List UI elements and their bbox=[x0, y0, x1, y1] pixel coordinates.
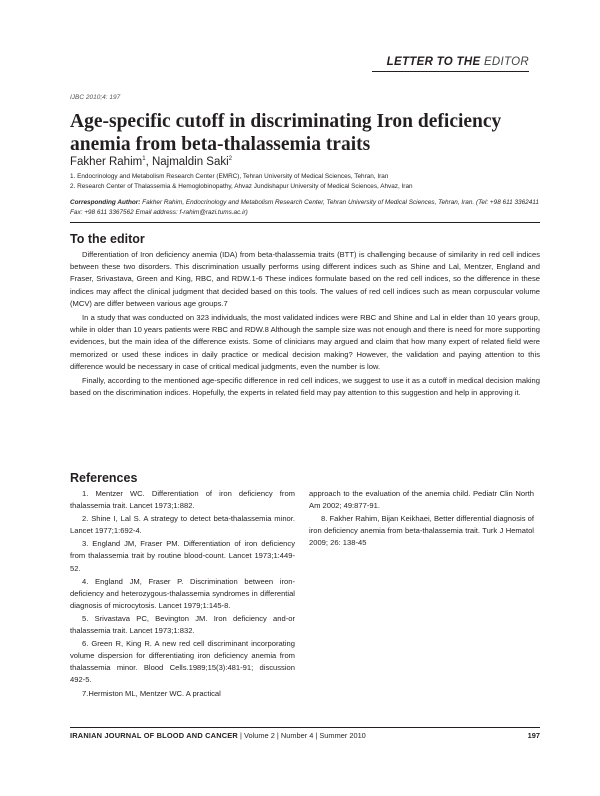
reference-continuation: approach to the evaluation of the anemia child. Pediatr Clin North Am 2002; 49:877-91. bbox=[309, 489, 534, 511]
letter-body bbox=[70, 249, 540, 401]
journal-volume: Volume 2 bbox=[244, 731, 275, 740]
reference-item: 5. Srivastava PC, Bevington JM. Iron deficiency and-or thalassemia trait. Lancet 1973;1:832. bbox=[70, 613, 295, 636]
corresponding-label: Corresponding Author: bbox=[70, 199, 141, 206]
affiliations bbox=[70, 172, 413, 192]
author-1-affiliation: 1 bbox=[142, 156, 146, 163]
paragraph: Finally, according to the mentioned age-specific difference in red cell indices, we suggest to use it as a cutoff in medical decision making based on the discrimination indices. Hopefully, the experts in related field may pay attention to this suggestion and help in approving it. bbox=[70, 376, 540, 398]
header-divider bbox=[70, 222, 540, 223]
references-right-column bbox=[309, 488, 534, 550]
reference-item: 8. Fakher Rahim, Bijan Keikhaei, Better differential diagnosis of iron deficiency anemia from beta-thalassemia trait. Turk J Hematol 2009; 26: 138-45 bbox=[309, 514, 534, 548]
section-label-light: EDITOR bbox=[483, 56, 529, 68]
journal-number: Number 4 bbox=[280, 731, 314, 740]
section-label-bold: LETTER TO THE bbox=[386, 56, 481, 68]
references-left-column bbox=[70, 488, 295, 701]
affiliation-1: 1. Endocrinology and Metabolism Research Center (EMRC), Tehran University of Medical Sciences, Tehran, Iran bbox=[70, 173, 389, 180]
citation: IJBC 2010;4: 197 bbox=[70, 94, 121, 101]
reference-item: 1. Mentzer WC. Differentiation of iron deficiency from thalassemia trait. Lancet 1973;1:882. bbox=[70, 489, 295, 511]
editor-heading: To the editor bbox=[70, 232, 145, 246]
author-2: Najmaldin Saki bbox=[151, 156, 229, 168]
footer-divider bbox=[70, 727, 540, 728]
reference-item: 3. England JM, Fraser PM. Differentiation of iron deficiency from thalassemia trait by routine blood-count. Lancet 1973;1:449-52. bbox=[70, 539, 295, 573]
author-2-affiliation: 2 bbox=[228, 156, 232, 163]
author-1: Fakher Rahim bbox=[70, 156, 143, 168]
author-separator: , bbox=[145, 156, 152, 168]
paragraph: In a study that was conducted on 323 individuals, the most validated indices were RBC and Shine and Lal in elder than 10 years group, while in older than 10 years patients were RBC and RDW.8 Although the sample size was not enough and there is need for more supporting evidences, but the main idea of the difference exists. Some of clinicians may argued and claim that how many expert of related field were memorized or used these indices in daily practice or medical decision making? However, the validation and paying attention to this difference would be necessary in case of critical medical judgments, even the number is low. bbox=[70, 313, 540, 371]
references-heading: References bbox=[70, 471, 138, 485]
corresponding-author bbox=[70, 198, 540, 218]
journal-season: Summer 2010 bbox=[319, 731, 366, 740]
reference-item: 4. England JM, Fraser P. Discrimination between iron-deficiency and heterozygous-thalassemia syndromes in differential diagnosis of microcytosis. Lancet 1979;1:145-8. bbox=[70, 576, 295, 610]
reference-item: 2. Shine I, Lal S. A strategy to detect beta-thalassemia minor. Lancet 1977;1:692-4. bbox=[70, 514, 295, 536]
authors bbox=[70, 156, 232, 168]
reference-item: 7.Hermiston ML, Mentzer WC. A practical bbox=[82, 688, 221, 698]
page-number: 197 bbox=[527, 731, 540, 740]
article-title: Age-specific cutoff in discriminating Iron deficiency anemia from beta-thalassemia traits bbox=[70, 111, 502, 155]
section-label bbox=[387, 56, 529, 68]
paragraph: Differentiation of Iron deficiency anemia (IDA) from beta-thalassemia traits (BTT) is challenging because of similarity in red cell indices between these two disorders. This discrimination usually performs using different indices such as Shine and Lal, Mentzer, England and Fraser, Srivastava, Green and King, RBC, and RDW.1-6 These indices formulate based on the red cell indices, so the difference in these indices may affect the clinical judgment that decided based on this tools. The values of red cell indices such as mean corpuscular volume (MCV) are differ between various age groups.7 bbox=[70, 250, 540, 308]
corresponding-text: Fakher Rahim, Endocrinology and Metabolism Research Center, Tehran University of Medical Sciences, Tehran, Iran. (Tel: +98 611 3362411 Fax: +98 611 3367562 Email address: f-rahim@razi.tums.ac.ir) bbox=[70, 199, 539, 216]
footer: IRANIAN JOURNAL OF BLOOD AND CANCER | Volume 2 | Number 4 | Summer 2010 197 bbox=[70, 731, 540, 740]
reference-item: 6. Green R, King R. A new red cell discriminant incorporating volume dispersion for differentiating iron deficiency anemia from thalassemia minor. Blood Cells.1989;15(3):481-91; discussion 492-5. bbox=[70, 639, 295, 685]
affiliation-2: 2. Research Center of Thalassemia & Hemoglobinopathy, Ahvaz Jundishapur University of Medical Sciences, Ahvaz, Iran bbox=[70, 183, 413, 190]
journal-name: IRANIAN JOURNAL OF BLOOD AND CANCER bbox=[70, 731, 238, 740]
section-rule bbox=[372, 71, 529, 72]
